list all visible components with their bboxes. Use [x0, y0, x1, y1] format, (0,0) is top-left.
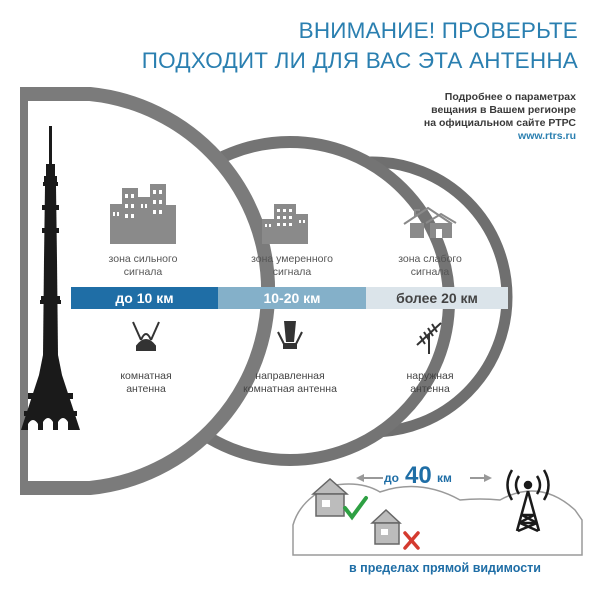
page-title	[142, 16, 578, 76]
zone-moderate-line2: сигнала	[272, 266, 312, 278]
antenna-outdoor-line2: антенна	[410, 383, 450, 395]
antenna-directional-line1: направленная	[255, 370, 325, 382]
zone-strong-line1: зона сильного	[108, 253, 178, 265]
zone-moderate-label	[232, 253, 352, 279]
info-line-1: Подробнее о параметрах	[444, 91, 576, 103]
zone-moderate-line1: зона умеренного	[251, 253, 333, 265]
website-link[interactable]: www.rtrs.ru	[518, 130, 576, 142]
range-moderate-band: 10-20 км	[218, 287, 366, 309]
los-distance	[372, 462, 482, 492]
info-block	[424, 91, 576, 143]
antenna-indoor-line1: комнатная	[120, 370, 172, 382]
range-weak-band: более 20 км	[366, 287, 508, 309]
title-line-2: ПОДХОДИТ ЛИ ДЛЯ ВАС ЭТА АНТЕННА	[141, 48, 578, 73]
antenna-indoor-line2: антенна	[126, 383, 166, 395]
info-line-2: вещания в Вашем регионре	[431, 104, 576, 116]
zone-strong-label	[88, 253, 198, 279]
los-caption: в пределах прямой видимости	[349, 561, 541, 575]
los-distance-value: 40	[405, 462, 432, 489]
zone-strong-line2: сигнала	[123, 266, 163, 278]
range-strong-band: до 10 км	[71, 287, 218, 309]
left-edge-bar	[20, 87, 28, 495]
zone-weak-line1: зона слабого	[398, 253, 462, 265]
title-line-1: ВНИМАНИЕ! ПРОВЕРЬТЕ	[298, 18, 578, 43]
antenna-outdoor-label	[380, 370, 480, 396]
info-line-3: на официальном сайте РТРС	[423, 117, 576, 129]
antenna-directional-line2: комнатная антенна	[243, 383, 337, 395]
los-distance-prefix: до	[384, 471, 399, 485]
zone-weak-line2: сигнала	[410, 266, 450, 278]
antenna-directional-label	[230, 370, 350, 396]
antenna-outdoor-line1: наружная	[406, 370, 454, 382]
zone-weak-label	[378, 253, 482, 279]
antenna-indoor-label	[96, 370, 196, 396]
los-distance-unit: км	[437, 471, 452, 485]
